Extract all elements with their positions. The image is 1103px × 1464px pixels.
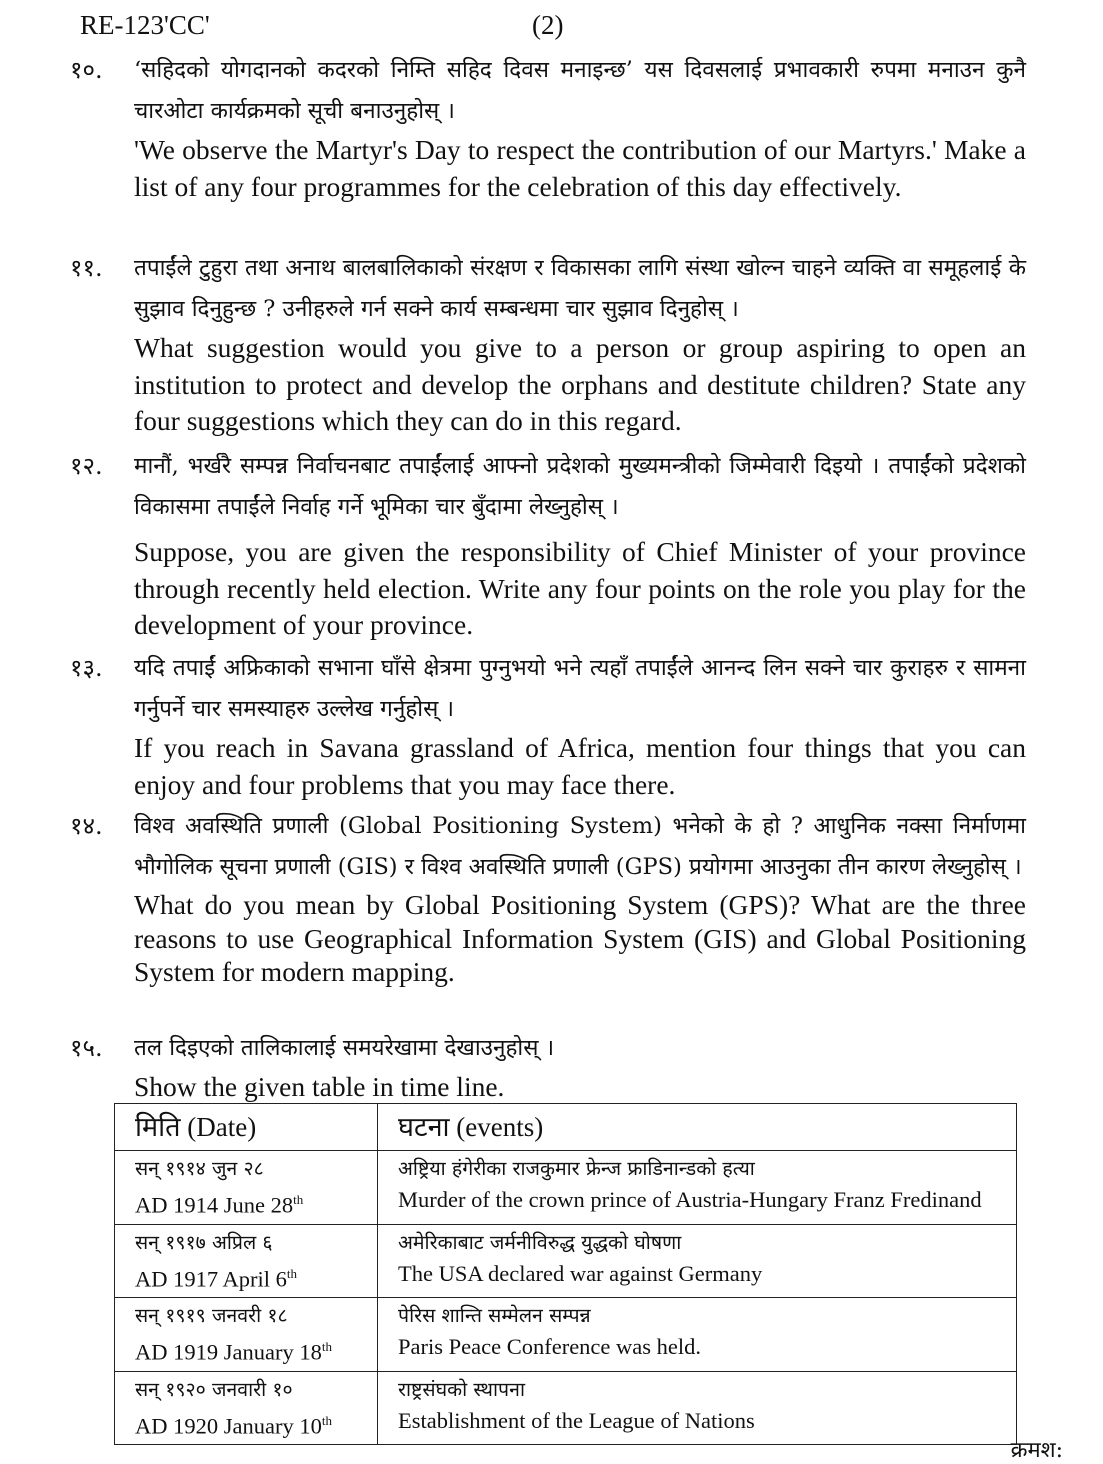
- date-english: AD 1919 January 18th: [135, 1339, 332, 1365]
- table-row: [115, 1224, 1017, 1298]
- question-10: [70, 50, 1026, 205]
- column-header-events: घटना (events): [378, 1104, 1017, 1151]
- question-number: १०.: [70, 56, 103, 84]
- continued-label: क्रमश:: [1010, 1438, 1063, 1463]
- question-14: [70, 806, 1026, 989]
- question-number: १२.: [70, 452, 103, 480]
- date-cell: [115, 1224, 378, 1298]
- date-english: AD 1920 January 10th: [135, 1412, 332, 1438]
- question-text-english: 'We observe the Martyr's Day to respect the contribution of our Martyrs.' Make a list of any four programmes for the celebration of this day effectively.: [134, 134, 1026, 202]
- date-cell: [115, 1151, 378, 1225]
- date-nepali: सन् १९१९ जनवरी १८: [135, 1304, 288, 1327]
- event-english: Paris Peace Conference was held.: [398, 1334, 702, 1359]
- question-15: [70, 1028, 1026, 1106]
- paper-code: RE-123'CC': [80, 10, 210, 40]
- question-text-nepali: विश्व अवस्थिति प्रणाली (Global Positioning System) भनेको के हो ? आधुनिक नक्सा निर्माणमा भौगोलिक सूचना प्रणाली (GIS) र विश्व अवस्थिति प्रणाली (GPS) प्रयोगमा आउनुका तीन कारण लेख्नुहोस् ।: [134, 813, 1026, 880]
- event-nepali: अमेरिकाबाट जर्मनीविरुद्ध युद्धको घोषणा: [398, 1230, 682, 1254]
- date-nepali: सन् १९१४ जुन २८: [135, 1157, 264, 1180]
- event-nepali: राष्ट्रसंघको स्थापना: [398, 1377, 526, 1401]
- page-number: (2): [532, 10, 564, 40]
- page-header: [80, 6, 1063, 46]
- event-cell: [378, 1298, 1017, 1372]
- event-nepali: पेरिस शान्ति सम्मेलन सम्पन्न: [398, 1304, 591, 1327]
- question-text-english: Suppose, you are given the responsibility of Chief Minister of your province through recently held election. Write any four points on the role you play for the development of your province.: [134, 536, 1026, 640]
- date-cell: [115, 1298, 378, 1372]
- table-row: [115, 1371, 1017, 1445]
- question-text-english: Show the given table in time line.: [134, 1071, 505, 1102]
- date-english: AD 1917 April 6th: [135, 1265, 297, 1291]
- question-11: [70, 248, 1026, 440]
- question-number: ११.: [70, 254, 103, 282]
- question-number: १३.: [70, 654, 103, 682]
- question-text-nepali: यदि तपाईं अफ्रिकाको सभाना घाँसे क्षेत्रमा पुग्नुभयो भने त्यहाँ तपाईंले आनन्द लिन सक्ने चार कुराहरु र सामना गर्नुपर्ने चार समस्याहरु उल्लेख गर्नुहोस् ।: [134, 655, 1026, 722]
- column-header-date: मिति (Date): [115, 1104, 378, 1151]
- date-nepali: सन् १९२० जनवारी १०: [135, 1377, 293, 1401]
- question-text-english: What do you mean by Global Positioning System (GPS)? What are the three reasons to use Geographical Information System (GIS) and Global Positioning System for modern mapping.: [134, 889, 1026, 987]
- event-english: The USA declared war against Germany: [398, 1260, 763, 1286]
- date-cell: [115, 1371, 378, 1445]
- question-13: [70, 648, 1026, 803]
- table-row: [115, 1298, 1017, 1372]
- question-text-nepali: मानौं, भर्खरै सम्पन्न निर्वाचनबाट तपाईंलाई आफ्नो प्रदेशको मुख्यमन्त्रीको जिम्मेवारी दिइयो । तपाईंको प्रदेशको विकासमा तपाईंले निर्वाह गर्ने भूमिका चार बुँदामा लेख्नुहोस् ।: [134, 453, 1026, 520]
- event-nepali: अष्ट्रिया हंगेरीका राजकुमार फ्रेन्ज फ्राडिनान्डको हत्या: [398, 1157, 755, 1180]
- question-text-nepali: ‘सहिदको योगदानको कदरको निम्ति सहिद दिवस मनाइन्छ’ यस दिवसलाई प्रभावकारी रुपमा मनाउन कुनै चारओटा कार्यक्रमको सूची बनाउनुहोस् ।: [134, 57, 1026, 124]
- table-header-row: [115, 1104, 1017, 1151]
- question-number: १५.: [70, 1034, 103, 1062]
- question-text-nepali: तपाईंले टुहुरा तथा अनाथ बालबालिकाको संरक्षण र विकासका लागि संस्था खोल्न चाहने व्यक्ति वा समूहलाई के सुझाव दिनुहुन्छ ? उनीहरुले गर्न सक्ने कार्य सम्बन्धमा चार सुझाव दिनुहोस् ।: [134, 255, 1026, 322]
- event-english: Murder of the crown prince of Austria-Hungary Franz Fredinand: [398, 1187, 982, 1212]
- date-english: AD 1914 June 28th: [135, 1192, 304, 1218]
- timeline-table: [114, 1103, 1017, 1445]
- date-nepali: सन् १९१७ अप्रिल ६: [135, 1230, 273, 1254]
- event-english: Establishment of the League of Nations: [398, 1407, 755, 1433]
- event-cell: [378, 1151, 1017, 1225]
- question-text-english: What suggestion would you give to a person or group aspiring to open an institution to protect and develop the orphans and destitute children? State any four suggestions which they can do in this regard.: [134, 332, 1026, 436]
- question-text-nepali: तल दिइएको तालिकालाई समयरेखामा देखाउनुहोस् ।: [134, 1035, 555, 1061]
- question-12: [70, 446, 1026, 644]
- question-number: १४.: [70, 812, 103, 840]
- table-row: [115, 1151, 1017, 1225]
- event-cell: [378, 1371, 1017, 1445]
- question-text-english: If you reach in Savana grassland of Africa, mention four things that you can enjoy and four problems that you may face there.: [134, 732, 1026, 800]
- event-cell: [378, 1224, 1017, 1298]
